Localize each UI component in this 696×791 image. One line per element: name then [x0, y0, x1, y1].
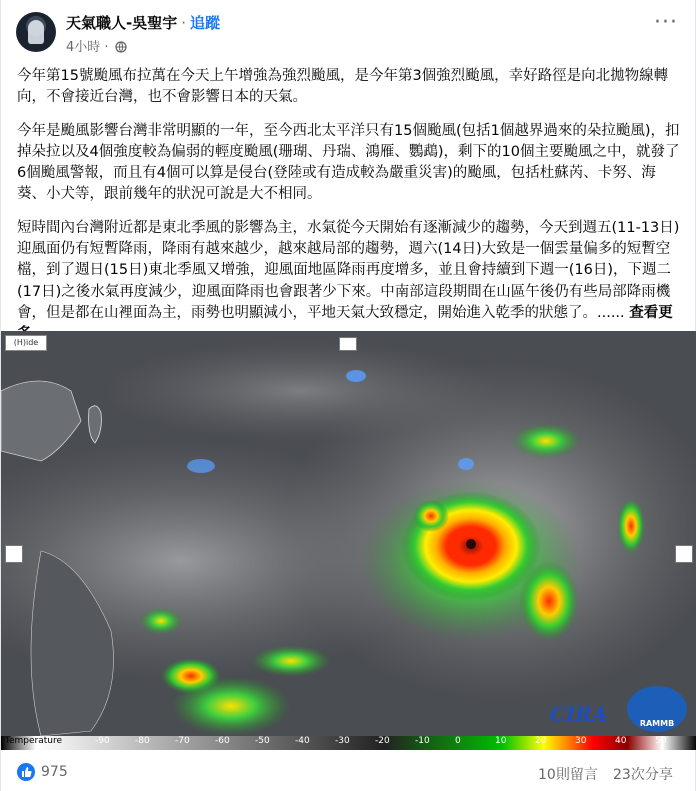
typhoon-eye	[466, 539, 476, 549]
colorbar-tick: 10	[495, 736, 507, 746]
see-more-link[interactable]: 查看更	[629, 304, 673, 321]
colorbar-tick: -90	[95, 736, 110, 746]
shares-count-link[interactable]: 23次分享	[613, 767, 673, 783]
post-footer	[1, 750, 696, 791]
post-paragraph: 今年第15號颱風布拉萬在今天上午增強為強烈颱風，是今年第3個強烈颱風，幸好路徑是向北拋物線轉向，不會接近台灣，也不會影響日本的天氣。	[17, 68, 669, 106]
satellite-image[interactable]	[1, 331, 696, 750]
colorbar-tick: -70	[175, 736, 190, 746]
author-line	[66, 12, 220, 33]
more-options-icon[interactable]: ···	[654, 10, 678, 35]
post-header	[1, 0, 696, 62]
author-avatar[interactable]	[16, 12, 56, 52]
chevron-up-icon[interactable]	[339, 337, 357, 351]
author-name[interactable]: 天氣職人-吳聖宇	[66, 14, 178, 32]
rammb-logo-text: RAMMB	[639, 719, 675, 728]
chevron-right-icon[interactable]	[675, 545, 693, 563]
thumbs-up-icon[interactable]	[17, 763, 35, 781]
colorbar-tick: 50	[655, 736, 667, 746]
temperature-colorbar	[1, 736, 696, 750]
cira-logo: CIRA	[550, 702, 608, 726]
post-meta	[66, 36, 127, 57]
post-paragraph	[17, 218, 681, 346]
colorbar-tick: -60	[215, 736, 230, 746]
globe-icon	[115, 41, 127, 57]
colorbar-tick: 30	[575, 736, 587, 746]
colorbar-tick: 40	[615, 736, 627, 746]
comments-count-link[interactable]: 10則留言	[538, 767, 598, 783]
post-body	[17, 66, 681, 358]
colorbar-tick: -10	[415, 736, 430, 746]
follow-button[interactable]: 追蹤	[190, 14, 221, 32]
chevron-left-icon[interactable]	[5, 545, 23, 563]
colorbar-tick: 0	[455, 736, 461, 746]
post-timestamp[interactable]: 4小時	[66, 40, 101, 55]
like-count[interactable]: 975	[41, 764, 68, 780]
post-paragraph-text: 短時間內台灣附近都是東北季風的影響為主，水氣從今天開始有逐漸減少的趨勢，今天到週五(11-13日)迎風面仍有短暫降雨，降雨有越來越少，越來越局部的趨勢，週六(14日)大致是一個雲量偏多的短暫空檔，到了週日(15日)東北季風又增強，迎風面地區降雨再度增多，並且會持續到下週一(16日)，下週二(17日)之後水氣再度減少，迎風面降雨也會跟著少下來。中南部這段期間在山區午後仍有些局部降雨機會，但是都在山裡面為主，雨勢也明顯減小，平地天氣大致穩定，開始進入乾季的狀態了。......	[17, 219, 680, 321]
colorbar-tick: 20	[535, 736, 547, 746]
hide-toggle[interactable]: (H)ide	[5, 335, 47, 351]
rammb-logo	[627, 686, 687, 732]
colorbar-tick: -40	[295, 736, 310, 746]
meta-separator: ·	[104, 40, 109, 55]
separator: ·	[181, 14, 187, 32]
satellite-image-svg	[1, 331, 696, 736]
colorbar-tick: -30	[335, 736, 350, 746]
colorbar-tick: -20	[375, 736, 390, 746]
colorbar-tick: -50	[255, 736, 270, 746]
colorbar-title: Temperature	[5, 736, 63, 746]
colorbar-tick: -80	[135, 736, 150, 746]
post-paragraph: 今年是颱風影響台灣非常明顯的一年，至今西北太平洋只有15個颱風(包括1個越界過來的朵拉颱風)，扣掉朵拉以及4個強度較為偏弱的輕度颱風(珊瑚、丹瑞、鴻雁、鸚鵡)，剩下的10個主要颱風之中，就發了6個颱風警報，而且有4個可以算是侵台(登陸或有造成較為嚴重災害)的颱風，包括杜蘇芮、卡努、海葵、小犬等，跟前幾年的狀況可說是大不相同。	[17, 122, 680, 203]
